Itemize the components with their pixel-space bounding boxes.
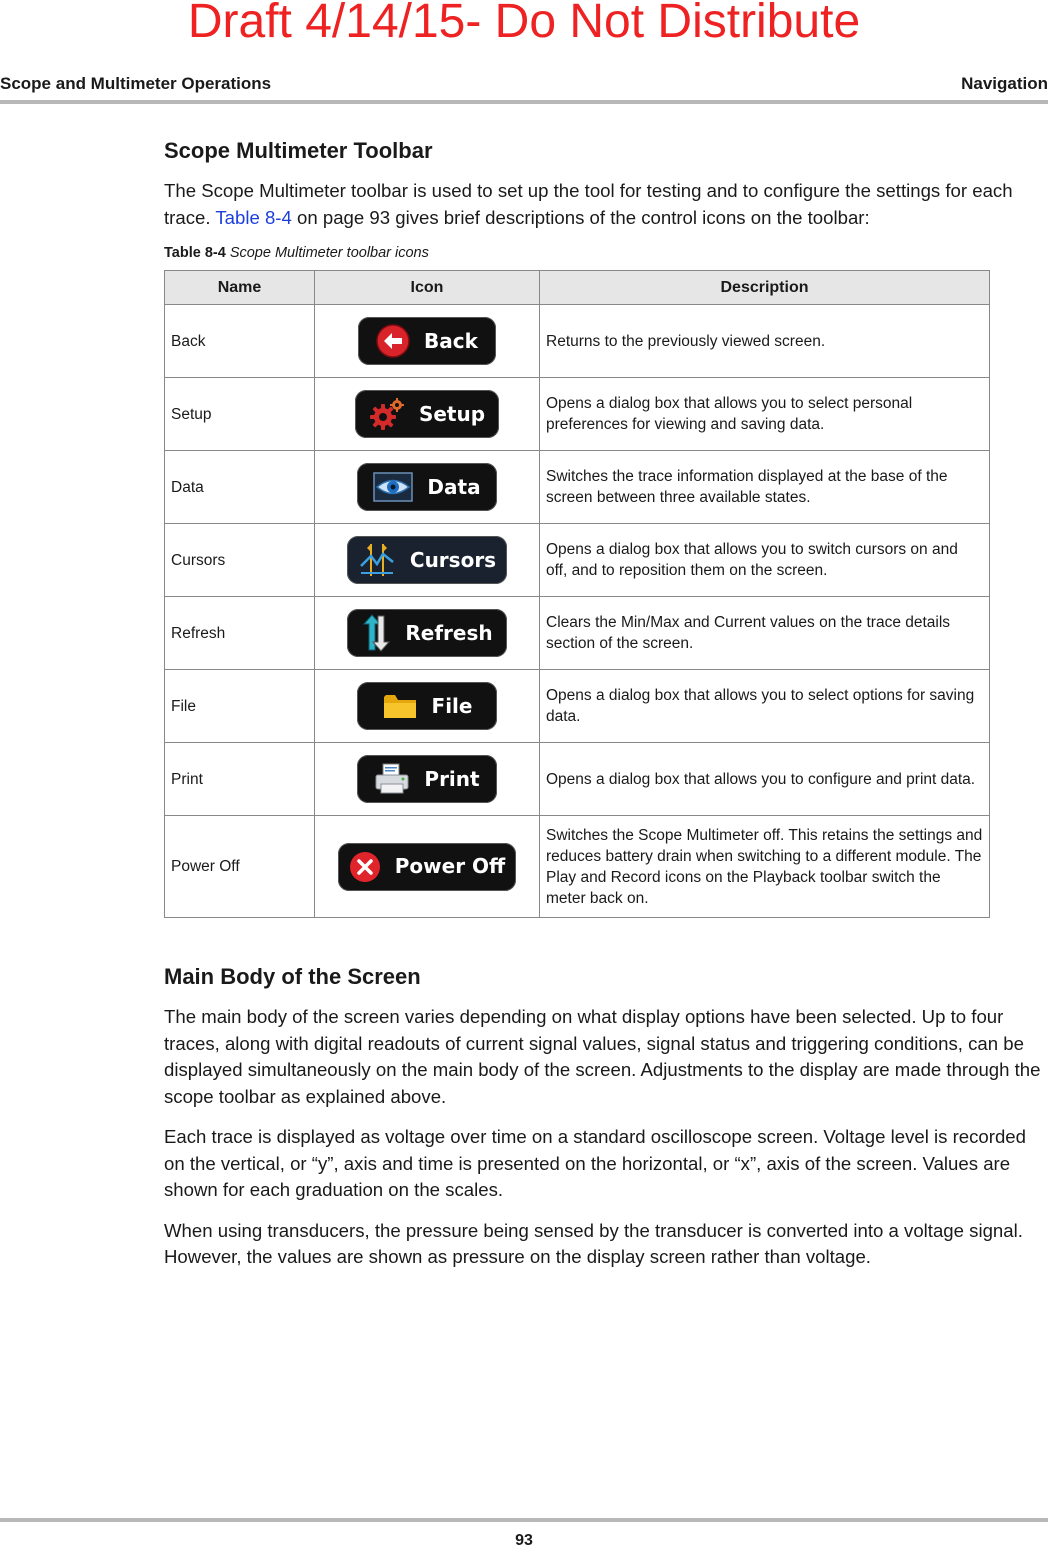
cursors-button[interactable] [347,536,507,584]
footer-rule [0,1518,1048,1522]
col-header-icon: Icon [315,271,540,305]
row-icon-cell [315,816,540,918]
print-button-label: Print [424,766,480,791]
table-row [165,305,990,378]
row-name: Refresh [165,597,315,670]
table-row [165,597,990,670]
page-content [164,138,1048,1285]
toolbar-icons-table [164,270,990,918]
row-name: Power Off [165,816,315,918]
col-header-description: Description [540,271,990,305]
row-icon-cell [315,305,540,378]
back-arrow-icon [376,324,410,358]
data-button[interactable] [357,463,497,511]
row-name: Setup [165,378,315,451]
header-chapter-title: Scope and Multimeter Operations [0,74,272,93]
cursors-button-label: Cursors [409,547,497,572]
back-button-label: Back [424,328,478,353]
refresh-button-label: Refresh [405,620,493,645]
gear-icon [369,397,405,431]
row-description: Opens a dialog box that allows you to switch cursors on and off, and to reposition them on the screen. [540,524,990,597]
data-button-label: Data [427,474,481,499]
table-row [165,378,990,451]
draft-watermark: Draft 4/14/15- Do Not Distribute [187,0,861,48]
col-header-name: Name [165,271,315,305]
row-icon-cell [315,670,540,743]
row-description: Switches the Scope Multimeter off. This retains the settings and reduces battery drain when switching to a different module. The Play and Record icons on the Playback toolbar switch the meter back on. [540,816,990,918]
eye-icon [373,472,413,502]
intro-text-end: on page 93 gives brief descriptions of the control icons on the toolbar: [291,206,870,228]
table-row [165,451,990,524]
file-button-label: File [431,693,473,718]
row-name: File [165,670,315,743]
cursors-icon [358,542,396,578]
refresh-arrows-icon [361,614,391,652]
row-description: Switches the trace information displayed at the base of the screen between three available states. [540,451,990,524]
row-description: Opens a dialog box that allows you to configure and print data. [540,743,990,816]
file-button[interactable] [357,682,497,730]
main-body-paragraph-2: Each trace is displayed as voltage over time on a standard oscilloscope screen. Voltage level is recorded on the vertical, or “y”, axis and time is presented on the horizontal, or “x”, axis of the screen. Values are shown for each graduation on the scales. [164,1126,1026,1200]
table-header-row [165,271,990,305]
running-header [0,74,1048,96]
table-link[interactable]: Table 8-4 [215,206,292,228]
toolbar-intro-paragraph [164,178,1048,231]
row-icon-cell [315,597,540,670]
main-body-section [164,964,1048,1271]
row-icon-cell [315,524,540,597]
row-icon-cell [315,743,540,816]
row-description: Returns to the previously viewed screen. [540,305,990,378]
back-button[interactable] [358,317,496,365]
row-name: Cursors [165,524,315,597]
row-description: Clears the Min/Max and Current values on the trace details section of the screen. [540,597,990,670]
section-title-main-body: Main Body of the Screen [164,964,421,989]
power-off-button[interactable] [338,843,516,891]
row-description: Opens a dialog box that allows you to select options for saving data. [540,670,990,743]
row-name: Data [165,451,315,524]
main-body-paragraph-1: The main body of the screen varies depending on what display options have been selected. Up to four traces, along with digital readouts of current signal values, signal status and triggering conditions, can be displayed simultaneously on the main body of the screen. Adjustments to the display are made through the scope toolbar as explained above. [164,1006,1041,1107]
table-row [165,743,990,816]
row-description: Opens a dialog box that allows you to select personal preferences for viewing and saving data. [540,378,990,451]
printer-icon [374,762,410,796]
table-caption-text: Scope Multimeter toolbar icons [229,245,429,261]
table-row [165,670,990,743]
setup-button[interactable] [355,390,499,438]
refresh-button[interactable] [347,609,507,657]
row-name: Print [165,743,315,816]
header-rule [0,100,1048,104]
row-icon-cell [315,451,540,524]
intro-text-start: The Scope Multimeter toolbar is used to set up the tool for testing and to configure the settings for each trace. [164,180,1013,228]
power-off-button-label: Power Off [394,854,506,878]
row-icon-cell [315,378,540,451]
row-name: Back [165,305,315,378]
folder-icon [382,691,418,721]
section-title-toolbar: Scope Multimeter Toolbar [164,138,433,163]
table-row [165,524,990,597]
table-row [165,816,990,918]
print-button[interactable] [357,755,497,803]
power-off-x-icon [349,851,381,883]
main-body-paragraph-3: When using transducers, the pressure being sensed by the transducer is converted into a voltage signal. However, the values are shown as pressure on the display screen rather than voltage. [164,1219,1023,1267]
table-caption [164,245,1048,261]
header-section-title: Navigation [961,74,1048,93]
table-caption-label: Table 8-4 [164,245,226,261]
page-number: 93 [515,1532,533,1549]
setup-button-label: Setup [418,401,486,426]
